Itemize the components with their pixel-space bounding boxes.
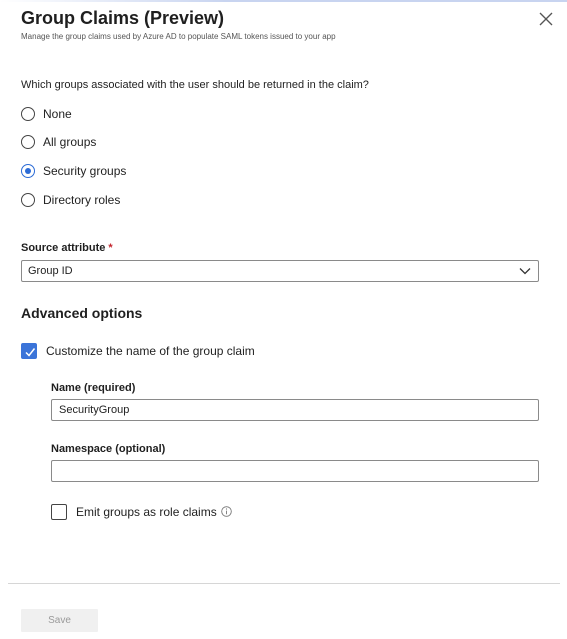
name-field-label: Name (required): [51, 382, 136, 394]
advanced-options-title: Advanced options: [21, 305, 143, 321]
customize-claim-checkbox[interactable]: [21, 343, 37, 359]
required-marker: *: [108, 242, 113, 254]
radio-option-directory-roles[interactable]: [21, 190, 120, 210]
radio-label: Security groups: [43, 164, 127, 178]
select-value: Group ID: [28, 265, 73, 277]
info-icon[interactable]: [221, 506, 232, 517]
radio-label: None: [43, 107, 72, 121]
save-button[interactable]: Save: [21, 609, 98, 632]
namespace-field-label: Namespace (optional): [51, 443, 166, 455]
customize-claim-label: Customize the name of the group claim: [46, 344, 255, 358]
radio-button[interactable]: [21, 107, 35, 121]
top-border: [0, 0, 567, 2]
radio-label: Directory roles: [43, 193, 121, 207]
customize-claim-row[interactable]: [21, 343, 255, 359]
page-subtitle: Manage the group claims used by Azure AD to populate SAML tokens issued to your app: [21, 32, 336, 41]
emit-role-claims-label: Emit groups as role claims: [76, 505, 232, 519]
namespace-input[interactable]: [51, 460, 539, 482]
footer-divider: [8, 583, 560, 584]
radio-option-none[interactable]: [21, 104, 72, 124]
radio-label: All groups: [43, 135, 97, 149]
close-icon: [536, 9, 556, 29]
emit-role-claims-checkbox[interactable]: [51, 504, 67, 520]
page-title: Group Claims (Preview): [21, 8, 225, 28]
radio-button[interactable]: [21, 135, 35, 149]
radio-option-security-groups[interactable]: [21, 161, 126, 181]
emit-role-claims-row[interactable]: [51, 504, 232, 520]
source-attribute-select[interactable]: [21, 260, 539, 282]
close-button[interactable]: [536, 9, 556, 29]
checkmark-icon: [24, 346, 36, 358]
name-input[interactable]: [51, 399, 539, 421]
radio-button[interactable]: [21, 193, 35, 207]
chevron-down-icon: [519, 267, 531, 275]
groups-question: Which groups associated with the user should be returned in the claim?: [21, 79, 369, 91]
radio-option-all-groups[interactable]: [21, 132, 96, 152]
source-attribute-label: Source attribute *: [21, 242, 113, 254]
radio-button[interactable]: [21, 164, 35, 178]
